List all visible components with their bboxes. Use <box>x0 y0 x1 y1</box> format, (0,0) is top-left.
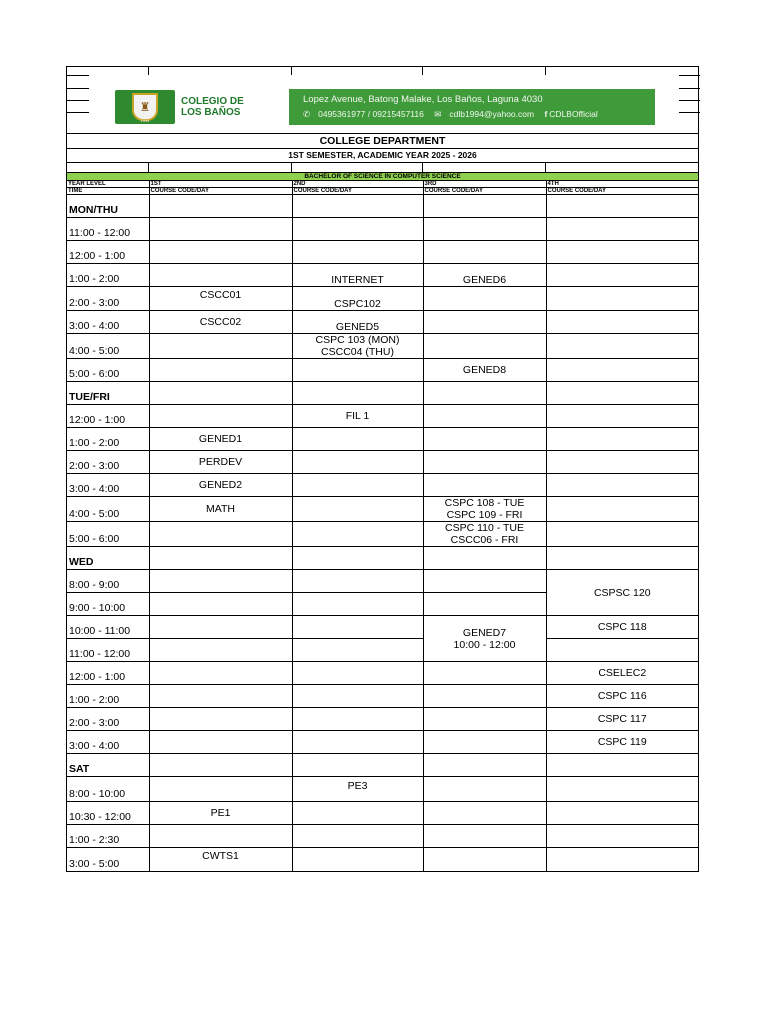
school-seal-icon: ♜ 1994 <box>115 90 175 124</box>
table-row <box>67 685 698 708</box>
letterhead <box>67 67 698 134</box>
course-cell: GENED1 <box>149 428 292 451</box>
time-cell: 11:00 - 12:00 <box>67 218 149 241</box>
table-row <box>67 708 698 731</box>
year-level-label: YEAR LEVEL <box>67 181 149 188</box>
table-row <box>67 522 698 547</box>
table-row <box>67 241 698 264</box>
course-cell: CSPC 108 - TUE CSPC 109 - FRI <box>423 497 546 522</box>
course-cell: FIL 1 <box>292 405 423 428</box>
table-row <box>67 802 698 825</box>
program-title: BACHELOR OF SCIENCE IN COMPUTER SCIENCE <box>67 173 698 181</box>
time-cell: 4:00 - 5:00 <box>67 334 149 359</box>
blank-spacer-row <box>67 163 698 173</box>
course-cell: PE1 <box>149 802 292 825</box>
year-header-4: 4TH <box>546 181 698 188</box>
time-label: TIME <box>67 188 149 195</box>
schedule-sheet <box>66 66 699 872</box>
time-cell: 2:00 - 3:00 <box>67 451 149 474</box>
table-row <box>67 428 698 451</box>
time-cell: 1:00 - 2:00 <box>67 264 149 287</box>
time-cell: 3:00 - 4:00 <box>67 311 149 334</box>
course-cell: CSPC 117 <box>546 708 698 731</box>
day-label: WED <box>67 547 149 570</box>
time-cell: 3:00 - 5:00 <box>67 848 149 872</box>
day-row <box>67 382 698 405</box>
course-cell: PERDEV <box>149 451 292 474</box>
facebook-icon: f <box>544 109 548 119</box>
time-cell: 12:00 - 1:00 <box>67 405 149 428</box>
table-row <box>67 731 698 754</box>
course-cell: GENED7 10:00 - 12:00 <box>423 616 546 662</box>
facebook-handle: CDLBOfficial <box>549 109 598 119</box>
table-row <box>67 405 698 428</box>
time-cell: 9:00 - 10:00 <box>67 593 149 616</box>
course-cell: INTERNET <box>292 264 423 287</box>
course-cell: PE3 <box>292 777 423 802</box>
course-cell: CSELEC2 <box>546 662 698 685</box>
time-cell: 2:00 - 3:00 <box>67 287 149 311</box>
table-row <box>67 616 698 639</box>
email-icon: ✉ <box>434 109 442 119</box>
day-row <box>67 195 698 218</box>
table-row <box>67 639 698 662</box>
course-cell: MATH <box>149 497 292 522</box>
course-label: COURSE CODE/DAY <box>149 188 292 195</box>
table-row <box>67 334 698 359</box>
year-header-3: 3RD <box>423 181 546 188</box>
time-cell: 5:00 - 6:00 <box>67 359 149 382</box>
course-cell: CSPSC 120 <box>546 570 698 616</box>
time-cell: 8:00 - 10:00 <box>67 777 149 802</box>
day-row <box>67 754 698 777</box>
year-header-2: 2ND <box>292 181 423 188</box>
time-cell: 1:00 - 2:00 <box>67 685 149 708</box>
course-cell: GENED8 <box>423 359 546 382</box>
time-cell: 4:00 - 5:00 <box>67 497 149 522</box>
course-cell: CSPC 119 <box>546 731 698 754</box>
table-row <box>67 264 698 287</box>
time-cell: 1:00 - 2:00 <box>67 428 149 451</box>
time-cell: 3:00 - 4:00 <box>67 474 149 497</box>
time-cell: 11:00 - 12:00 <box>67 639 149 662</box>
seal-year: 1994 <box>140 118 150 123</box>
day-label: MON/THU <box>67 195 149 218</box>
time-cell: 3:00 - 4:00 <box>67 731 149 754</box>
schedule-table <box>67 181 698 871</box>
course-cell: CSCC01 <box>149 287 292 311</box>
page-title: COLLEGE DEPARTMENT <box>67 134 698 149</box>
course-cell: CSPC 116 <box>546 685 698 708</box>
time-cell: 10:00 - 11:00 <box>67 616 149 639</box>
table-row <box>67 777 698 802</box>
table-row <box>67 662 698 685</box>
table-row <box>67 825 698 848</box>
course-cell: CSCC02 <box>149 311 292 334</box>
course-cell: GENED6 <box>423 264 546 287</box>
day-row <box>67 547 698 570</box>
time-cell: 12:00 - 1:00 <box>67 241 149 264</box>
table-row <box>67 497 698 522</box>
table-row <box>67 359 698 382</box>
table-row <box>67 311 698 334</box>
semester-title: 1ST SEMESTER, ACADEMIC YEAR 2025 - 2026 <box>67 149 698 163</box>
day-label: SAT <box>67 754 149 777</box>
phone-numbers: 0495361977 / 09215457116 <box>318 109 424 119</box>
school-logo <box>113 89 289 125</box>
year-header-1: 1ST <box>149 181 292 188</box>
course-cell: CSPC 118 <box>546 616 698 639</box>
day-label: TUE/FRI <box>67 382 149 405</box>
table-row <box>67 451 698 474</box>
time-cell: 10:30 - 12:00 <box>67 802 149 825</box>
table-row <box>67 218 698 241</box>
course-label: COURSE CODE/DAY <box>423 188 546 195</box>
table-row <box>67 570 698 593</box>
school-address: Lopez Avenue, Batong Malake, Los Baños, Laguna 4030 <box>303 94 543 105</box>
time-cell: 8:00 - 9:00 <box>67 570 149 593</box>
course-label: COURSE CODE/DAY <box>292 188 423 195</box>
time-cell: 2:00 - 3:00 <box>67 708 149 731</box>
school-name: COLEGIO DE LOS BAÑOS <box>181 96 244 118</box>
letterhead-banner <box>113 89 655 125</box>
email-address: cdlb1994@yahoo.com <box>449 109 535 119</box>
time-cell: 1:00 - 2:30 <box>67 825 149 848</box>
contact-info <box>289 93 606 121</box>
phone-icon: ✆ <box>303 109 311 119</box>
time-cell: 5:00 - 6:00 <box>67 522 149 547</box>
course-cell: CSPC 110 - TUE CSCC06 - FRI <box>423 522 546 547</box>
course-cell: CWTS1 <box>149 848 292 872</box>
column-header-row <box>67 188 698 195</box>
table-row <box>67 474 698 497</box>
table-row <box>67 848 698 872</box>
course-cell: CSPC102 <box>292 287 423 311</box>
course-cell: CSPC 103 (MON) CSCC04 (THU) <box>292 334 423 359</box>
time-cell: 12:00 - 1:00 <box>67 662 149 685</box>
course-cell: GENED2 <box>149 474 292 497</box>
course-label: COURSE CODE/DAY <box>546 188 698 195</box>
course-cell: GENED5 <box>292 311 423 334</box>
table-row <box>67 287 698 311</box>
